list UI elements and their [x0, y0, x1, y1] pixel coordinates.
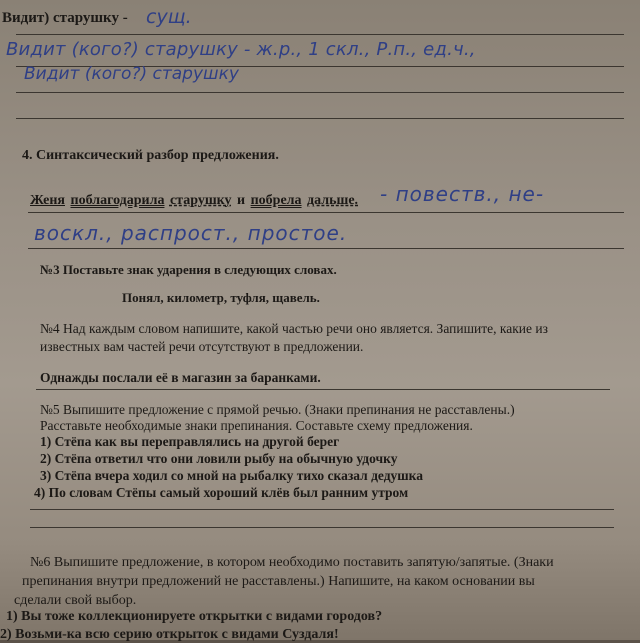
task6-instruction-2: препинания внутри предложений не расставлены.) Напишите, на каком основании вы	[22, 574, 535, 589]
handwritten-analysis-line-2: Видит (кого?) старушку	[24, 64, 239, 84]
task6-item-1: 1) Вы тоже коллекционируете открытки с видами городов?	[6, 609, 383, 624]
task4-heading: 4. Синтаксический разбор предложения.	[22, 148, 279, 163]
ruled-line	[30, 509, 614, 510]
analysed-sentence	[30, 193, 358, 209]
task5-item-1: 1) Стёпа как вы переправлялись на другой берег	[40, 434, 340, 449]
ruled-line	[16, 118, 624, 119]
task6-instruction-1: №6 Выпишите предложение, в котором необходимо поставить запятую/запятые. (Знаки	[30, 555, 554, 570]
task5-item-4: 4) По словам Стёпы самый хороший клёв был ранним утром	[34, 485, 409, 500]
sentence-word-predicate-2: побрела	[250, 193, 302, 208]
handwritten-part-of-speech: сущ.	[146, 6, 192, 28]
ruled-line	[36, 389, 610, 390]
ruled-line	[28, 212, 624, 213]
printed-label: Видит) старушку -	[2, 10, 128, 26]
task5-instruction-2: Расставьте необходимые знаки препинания. Составьте схему предложения.	[40, 418, 473, 433]
ruled-line	[30, 527, 614, 528]
task4b-instruction-2: известных вам частей речи отсутствуют в предложении.	[40, 339, 364, 354]
task5-instruction-1: №5 Выпишите предложение с прямой речью. (Знаки препинания не расставлены.)	[40, 402, 515, 417]
task4b-instruction-1: №4 Над каждым словом напишите, какой частью речи оно является. Запишите, какие из	[40, 321, 548, 336]
task5-item-2: 2) Стёпа ответил что они ловили рыбу на обычную удочку	[40, 451, 398, 466]
task5-item-3: 3) Стёпа вчера ходил со мной на рыбалку тихо сказал дедушка	[40, 468, 424, 483]
task6-item-2: 2) Возьми-ка всю серию открыток с видами Суздаля!	[0, 627, 339, 642]
sentence-word-object: старушку	[169, 193, 232, 208]
sentence-word-subject: Женя	[30, 193, 65, 208]
task4b-sentence: Однажды послали её в магазин за баранками.	[40, 370, 321, 385]
task6-instruction-3: сделали свой выбор.	[14, 593, 137, 608]
ruled-line	[16, 92, 624, 93]
task3-heading: №3 Поставьте знак ударения в следующих словах.	[40, 262, 337, 277]
handwritten-characteristics-a: - повеств., не-	[380, 182, 545, 206]
handwritten-analysis-line-1: Видит (кого?) старушку - ж.р., 1 скл., Р.п., ед.ч.,	[6, 39, 476, 60]
ruled-line	[28, 248, 624, 249]
ruled-line	[16, 34, 624, 35]
task3-words: Понял, километр, туфля, щавель.	[122, 290, 320, 305]
sentence-word-predicate: поблагодарила	[70, 193, 165, 208]
handwritten-characteristics-b: воскл., распрост., простое.	[34, 221, 348, 245]
sentence-word-adverbial: дальше.	[307, 193, 359, 208]
sentence-word-conjunction: и	[237, 193, 246, 208]
